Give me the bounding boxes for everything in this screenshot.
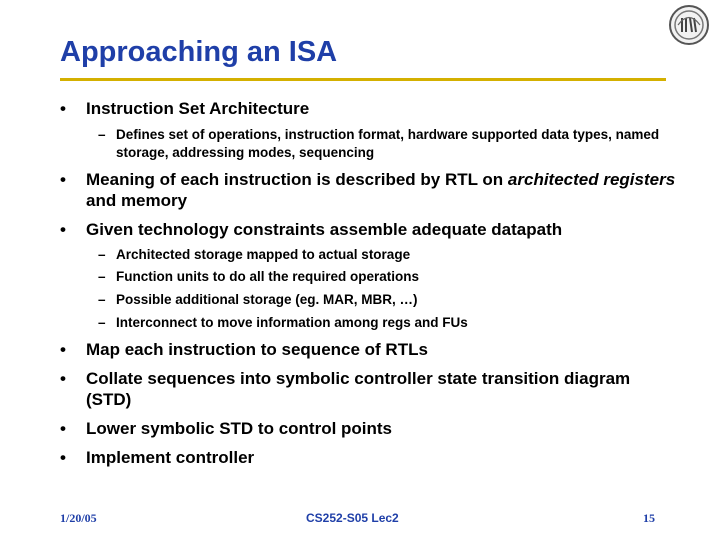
- bullet-text: Implement controller: [86, 448, 255, 467]
- sub-bullet-text: Architected storage mapped to actual storage: [116, 247, 411, 262]
- sub-bullet-dash: –: [98, 127, 106, 142]
- bullet-dot: •: [60, 340, 66, 359]
- bullet-text: Lower symbolic STD to control points: [86, 419, 393, 438]
- bullet-dot: •: [60, 220, 66, 239]
- sub-bullet-dash: –: [98, 292, 106, 307]
- bullet-text: Instruction Set Architecture: [86, 99, 310, 118]
- bullet-dot: •: [60, 448, 66, 467]
- sub-bullet-text: Possible additional storage (eg. MAR, MBR, …): [116, 292, 418, 307]
- footer-course: CS252-S05 Lec2: [306, 511, 399, 525]
- bullet-text: Collate sequences into symbolic controller state transition diagram (STD): [86, 369, 631, 409]
- footer-date: 1/20/05: [60, 511, 97, 525]
- sub-bullet-dash: –: [98, 269, 106, 284]
- slide-title: Approaching an ISA: [60, 36, 338, 68]
- bullet-text: [86, 169, 686, 211]
- bullet-text: Given technology constraints assemble adequate datapath: [86, 220, 563, 239]
- sub-bullet-dash: –: [98, 315, 106, 330]
- bullet-dot: •: [60, 369, 66, 388]
- sub-bullet-text: Defines set of operations, instruction format, hardware supported data types, named storage, addressing modes, sequencing: [116, 127, 660, 160]
- sub-bullet-text: Interconnect to move information among regs and FUs: [116, 315, 468, 330]
- sub-bullet-text: Function units to do all the required operations: [116, 269, 420, 284]
- bullet-dot: •: [60, 170, 66, 189]
- bullet-text-part: and memory: [86, 191, 188, 210]
- footer-page-number: 15: [643, 511, 655, 525]
- sub-bullet-dash: –: [98, 247, 106, 262]
- bullet-text-part: Meaning of each instruction is described by RTL on: [86, 170, 508, 189]
- bullet-dot: •: [60, 419, 66, 438]
- university-seal-icon: [668, 4, 710, 46]
- title-underline: [60, 78, 666, 81]
- bullet-text: Map each instruction to sequence of RTLs: [86, 340, 428, 359]
- bullet-dot: •: [60, 99, 66, 118]
- bullet-text-emphasis: architected registers: [507, 170, 676, 189]
